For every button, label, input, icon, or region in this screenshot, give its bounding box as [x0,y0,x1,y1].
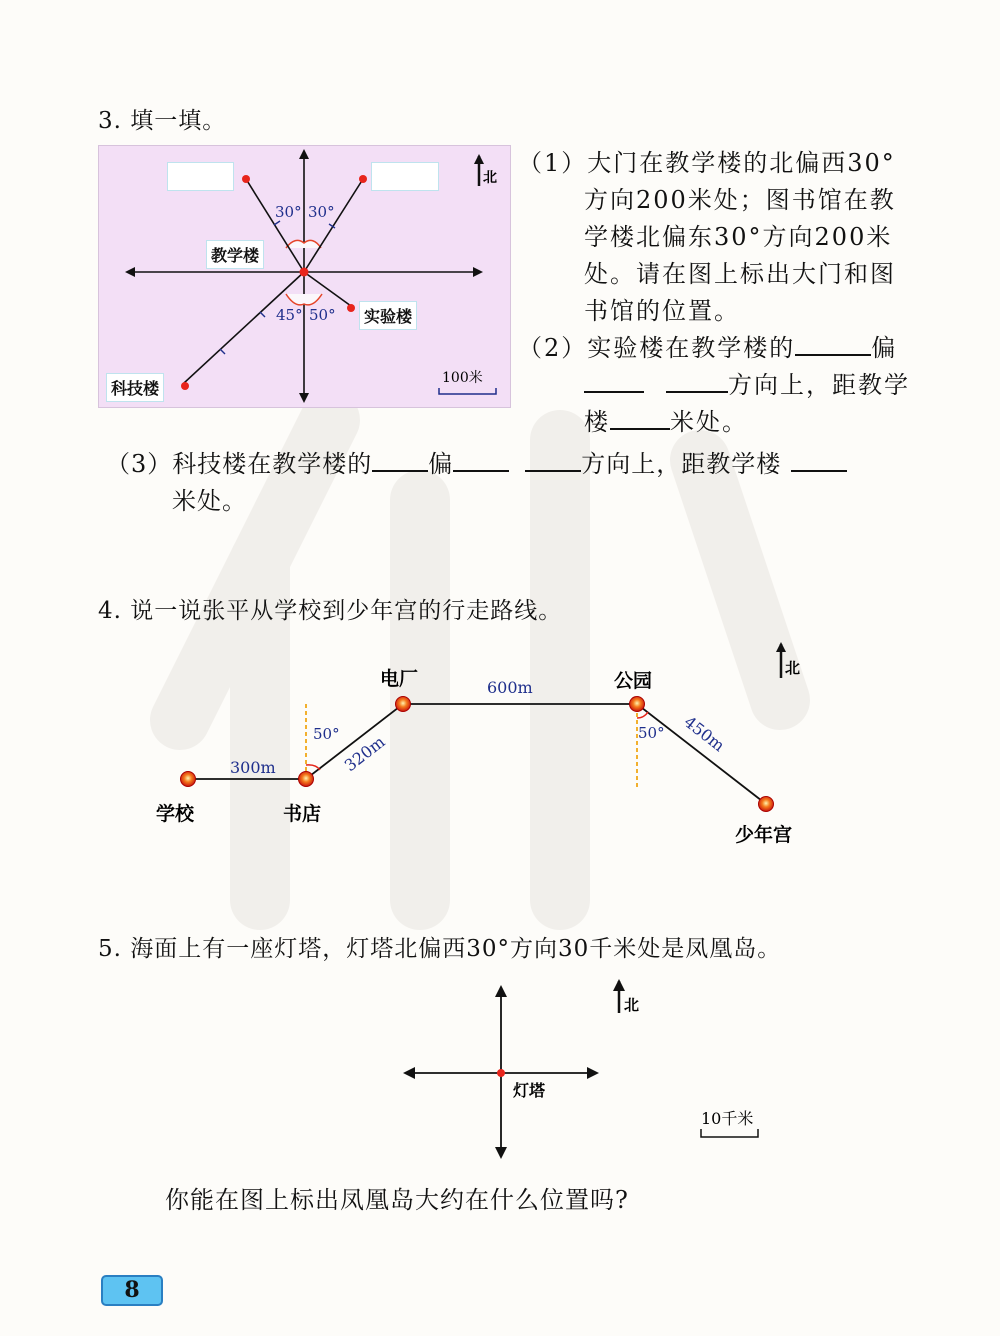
part1-line: 方向200米处；图书馆在教 [584,186,896,214]
point-library[interactable] [359,175,367,183]
route-line [188,704,766,804]
ray-ne [304,179,363,272]
blank-3d[interactable] [791,448,847,472]
distance-label: 320m [340,732,389,776]
place-label-park: 公园 [614,670,653,692]
point-youth-palace [759,797,774,812]
part2-prefix: （2）实验楼在教学楼的 [518,334,796,362]
part3-text3: 米处。 [172,487,247,515]
angle-label-sw: 45° [276,306,303,324]
point-park [630,697,645,712]
q3-part3 [106,446,847,520]
blank-3c[interactable] [525,448,581,472]
blank-2d[interactable] [610,406,670,430]
label-teaching-building: 教学楼 [206,240,264,269]
scale-label: 10千米 [701,1109,754,1128]
point-power-plant [396,697,411,712]
lighthouse-label: 灯塔 [513,1081,546,1100]
q3-part2 [518,330,910,441]
distance-label: 300m [230,758,276,777]
part2-text1: 偏 [871,334,898,362]
label-tech-building: 科技楼 [106,373,164,402]
q4-title: 4. 说一说张平从学校到少年宫的行走路线。 [98,598,563,624]
place-label-power-plant: 电厂 [380,668,419,690]
blank-2a[interactable] [795,332,871,356]
point-gate[interactable] [242,175,250,183]
answer-box-library[interactable] [371,162,439,191]
blank-3b[interactable] [453,448,509,472]
label-lab-building: 实验楼 [359,301,417,330]
q5-question: 你能在图上标出凤凰岛大约在什么位置吗? [165,1186,629,1214]
angle-label-park: 50° [638,724,665,742]
point-school [181,772,196,787]
angle-label-nw: 30° [275,203,302,221]
part1-line: 处。请在图上标出大门和图 [584,260,896,288]
blank-2b[interactable] [584,369,644,393]
north-label: 北 [624,996,640,1014]
place-label-school: 学校 [156,803,195,825]
angle-label-se: 50° [309,306,336,324]
q3-title: 3. 填一填。 [98,108,227,134]
q3-diagram [98,145,511,408]
q3-part1 [518,145,896,330]
place-label-youth-palace: 少年宫 [735,824,793,846]
north-label: 北 [483,170,497,186]
distance-label: 600m [487,678,533,697]
answer-box-gate[interactable] [167,162,234,191]
q5-title: 5. 海面上有一座灯塔，灯塔北偏西30°方向30千米处是凤凰岛。 [98,936,782,962]
place-label-bookstore: 书店 [283,803,322,825]
point-tech [181,382,189,390]
q5-sea-map [390,975,790,1165]
part2-text4: 米处。 [670,408,748,436]
blank-3a[interactable] [372,448,428,472]
blank-2c[interactable] [666,369,728,393]
point-lab [347,304,355,312]
part3-text1: 偏 [428,450,454,478]
lighthouse-point [497,1069,505,1077]
scale-label: 100米 [442,370,483,386]
scale-bar [701,1129,758,1137]
part2-text2: 方向上，距教学 [728,371,910,399]
page-number-badge: 8 [101,1275,163,1306]
q3-compass-svg [99,146,510,407]
point-bookstore [299,772,314,787]
angle-label-ne: 30° [308,203,335,221]
south-angle-arc [286,294,322,305]
part2-text3: 楼 [584,408,610,436]
part1-line: （1）大门在教学楼的北偏西30° [518,149,896,177]
q4-route-map [140,640,840,860]
part1-line: 学楼北偏东30°方向200米 [584,223,893,251]
part3-prefix: （3）科技楼在教学楼的 [106,450,373,478]
scale-bar [439,388,496,394]
ray-tech [184,272,304,383]
part1-line: 书馆的位置。 [584,297,740,325]
north-label: 北 [785,659,801,677]
distance-label: 450m [680,712,729,756]
angle-label-bookstore: 50° [313,725,340,743]
center-point [300,268,309,277]
angle-arc-park [637,712,648,718]
part3-text2: 方向上，距教学楼 [581,450,782,478]
